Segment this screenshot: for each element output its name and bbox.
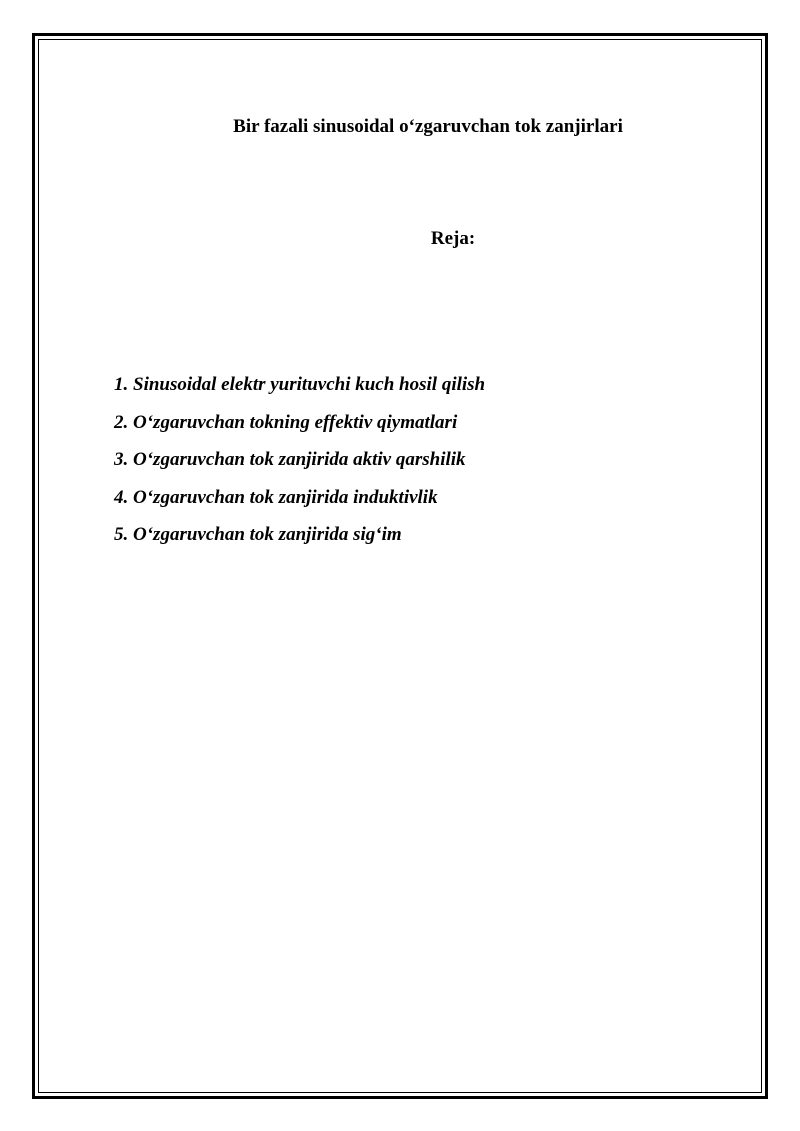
plan-item-3 — [114, 447, 485, 485]
plan-item-4 — [114, 485, 485, 523]
plan-item-number: 2. — [114, 411, 129, 433]
plan-item-number: 4. — [114, 486, 129, 508]
plan-item-text: O‘zgaruvchan tok zanjirida aktiv qarshilik — [133, 449, 466, 470]
plan-item-2 — [114, 410, 485, 448]
plan-item-1 — [114, 372, 485, 410]
plan-item-number: 1. — [114, 374, 129, 395]
page-border-inner — [38, 39, 762, 1093]
document-title: Bir fazali sinusoidal o‘zgaruvchan tok zanjirlari — [233, 116, 623, 137]
plan-item-5 — [114, 522, 485, 560]
plan-heading: Reja: — [430, 228, 476, 249]
plan-item-text: O‘zgaruvchan tokning effektiv qiymatlari — [133, 411, 458, 433]
plan-list — [114, 372, 485, 560]
plan-item-text: Sinusoidal elektr yurituvchi kuch hosil qilish — [133, 374, 486, 395]
plan-item-number: 3. — [114, 449, 129, 470]
plan-item-number: 5. — [114, 524, 129, 545]
plan-item-text: O‘zgaruvchan tok zanjirida sig‘im — [133, 524, 402, 545]
plan-item-text: O‘zgaruvchan tok zanjirida induktivlik — [133, 486, 438, 508]
